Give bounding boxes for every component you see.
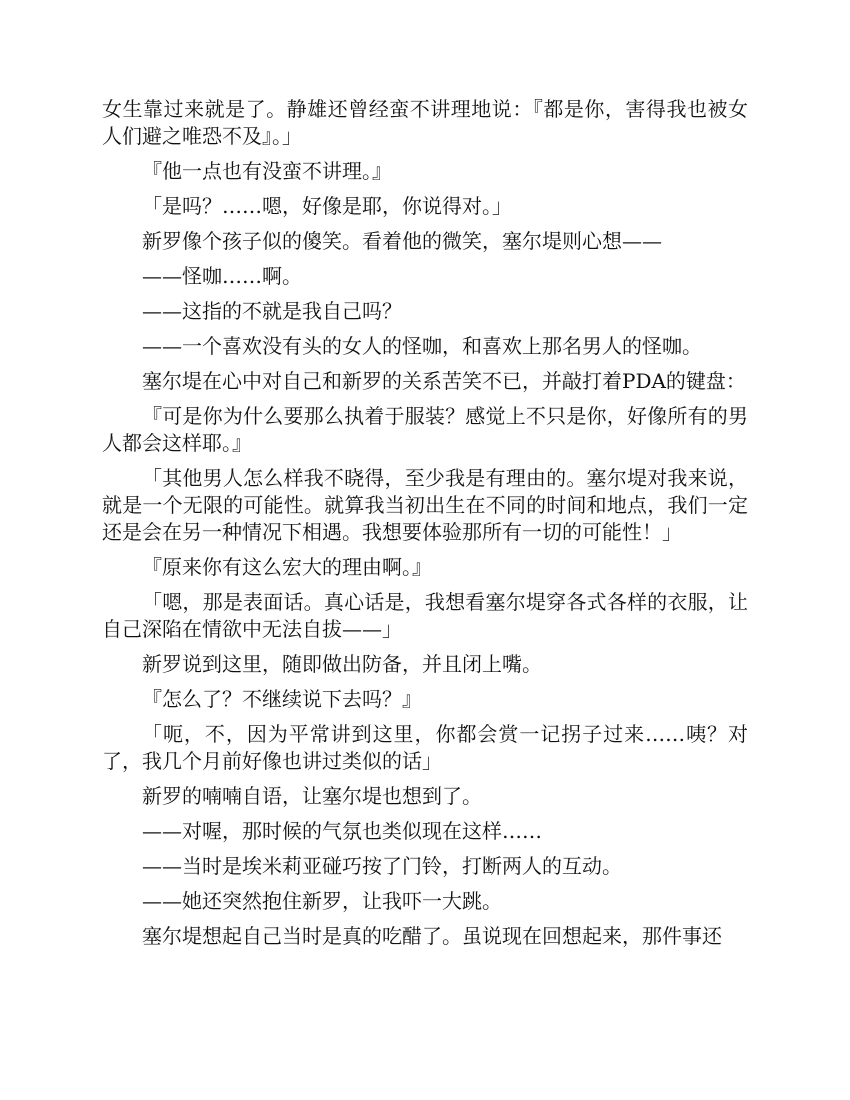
paragraph: ——她还突然抱住新罗，让我吓一大跳。: [142, 889, 502, 913]
paragraph: 「其他男人怎么样我不晓得，至少我是有理由的。塞尔堤对我来说，就是一个无限的可能性。就算我当初出生在不同的时间和地点，我们一定还是会在另一种情况下相遇。我想要体验那所有一切的可能性！」: [102, 466, 748, 544]
paragraph: 新罗像个孩子似的傻笑。看着他的微笑，塞尔堤则心想——: [142, 229, 662, 253]
paragraph: 『他一点也有没蛮不讲理。』: [142, 159, 392, 183]
paragraph: 『可是你为什么要那么执着于服装？感觉上不只是你，好像所有的男人都会这样耶。』: [102, 404, 748, 455]
paragraph: 『原来你有这么宏大的理由啊。』: [142, 555, 432, 579]
paragraph: 『怎么了？不继续说下去吗？』: [142, 687, 422, 711]
paragraph: 新罗的喃喃自语，让塞尔堤也想到了。: [142, 784, 482, 808]
paragraph: ——这指的不就是我自己吗？: [142, 299, 402, 323]
paragraph: 女生靠过来就是了。静雄还曾经蛮不讲理地说：『都是你，害得我也被女人们避之唯恐不及』。」: [102, 97, 748, 148]
paragraph: 新罗说到这里，随即做出防备，并且闭上嘴。: [142, 652, 542, 676]
paragraph: 塞尔堤在心中对自己和新罗的关系苦笑不已，并敲打着PDA的键盘：: [142, 369, 746, 393]
document-page: [102, 96, 748, 958]
paragraph: ——怪咖……啊。: [142, 264, 302, 288]
paragraph: 「是吗？……嗯，好像是耶，你说得对。」: [142, 194, 512, 218]
paragraph: 「嗯，那是表面话。真心话是，我想看塞尔堤穿各式各样的衣服，让自己深陷在情欲中无法自拔——」: [102, 590, 748, 641]
paragraph: ——对喔，那时候的气氛也类似现在这样……: [142, 819, 542, 843]
paragraph: 「呃，不，因为平常讲到这里，你都会赏一记拐子过来……咦？对了，我几个月前好像也讲过类似的话」: [102, 722, 748, 773]
paragraph: ——一个喜欢没有头的女人的怪咖，和喜欢上那名男人的怪咖。: [142, 334, 702, 358]
paragraph: ——当时是埃米莉亚碰巧按了门铃，打断两人的互动。: [142, 854, 622, 878]
paragraph: 塞尔堤想起自己当时是真的吃醋了。虽说现在回想起来，那件事还: [142, 924, 722, 948]
